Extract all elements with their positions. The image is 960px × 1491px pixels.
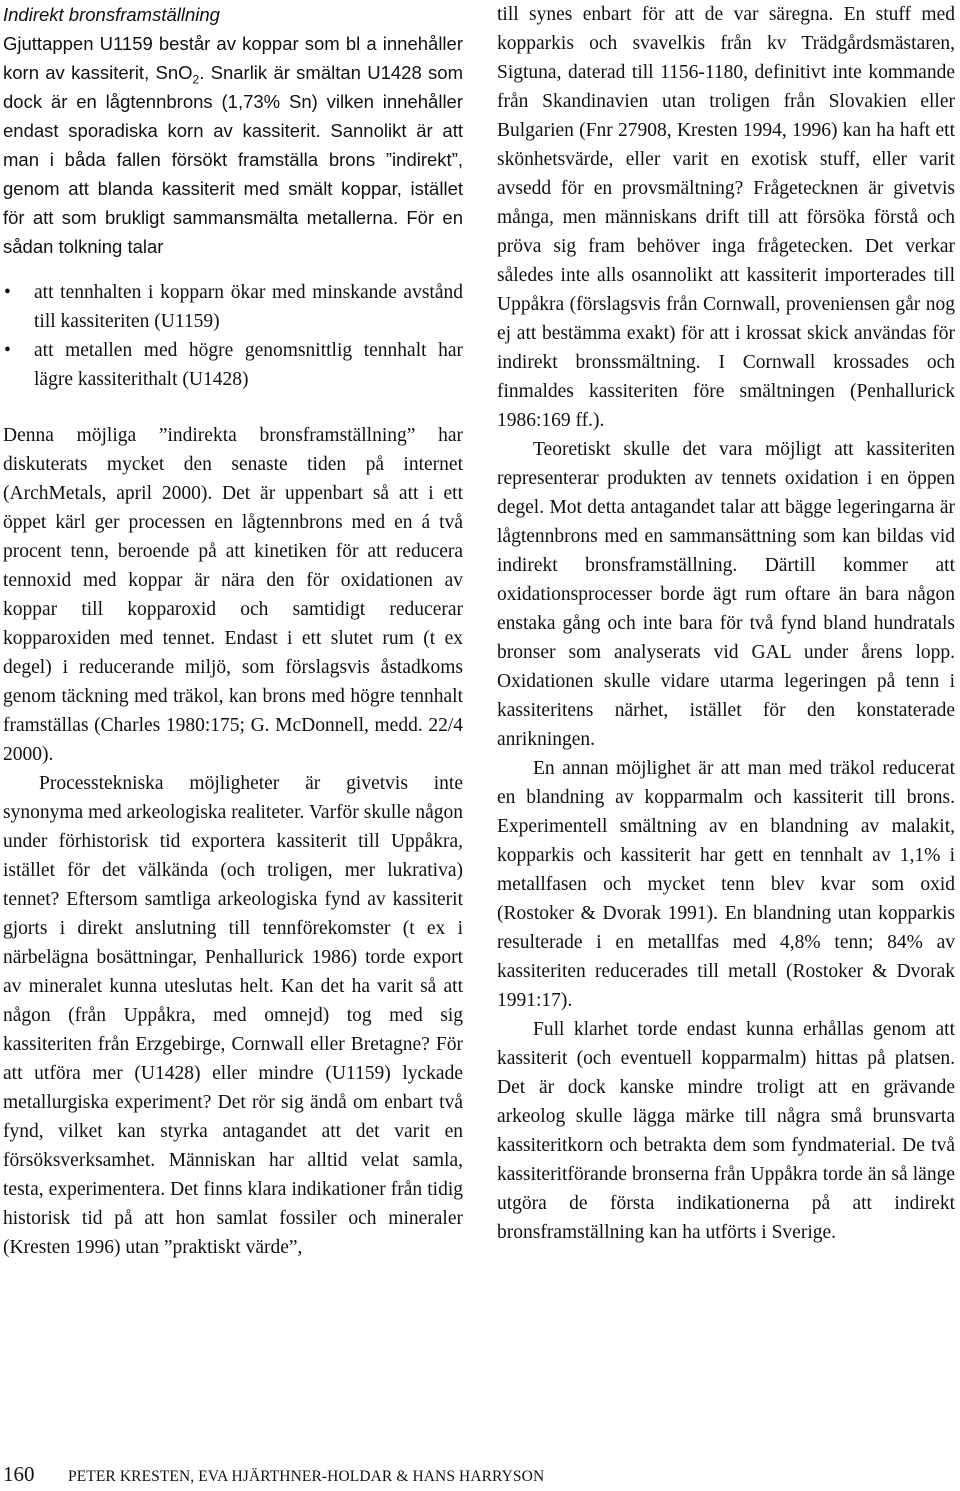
page-footer bbox=[3, 1462, 953, 1487]
paragraph-conclusion: Full klarhet torde endast kunna erhållas genom att kassiterit (och eventuell kopparmalm) hittas på platsen. Det är dock kanske mindre troligt att en grävande arkeolog skulle lägga märke till några små brunsvarta kassiteritkorn och betrakta dem som fyndmaterial. De två kassiteritförande bronserna från Uppåkra torde än så länge utgöra de första indikationerna på att indirekt bronsframställning kan ha utförts i Sverige. bbox=[497, 1019, 955, 1243]
bullet-item bbox=[3, 278, 463, 336]
paragraph-continuation: till synes enbart för att de var säregna. En stuff med kopparkis och svavelkis från kv Trädgårdsmästaren, Sigtuna, daterad till 1156-1180, definitivt inte kommande från Skandinavien utan troligen från Slovakien eller Bulgarien (Fnr 27908, Kresten 1994, 1996) kan ha haft ett skönhetsvärde, eller varit en exotisk stuff, eller varit avsedd för en provsmältning? Frågetecknen är givetvis många, men människans drift till att försöka förstå och pröva sig fram behöver inga frågetecken. Det verkar således inte alls osannolikt att kassiterit importerades till Uppåkra (förslagsvis från Cornwall, proveniensen går nog ej att bestämma exakt) för att i krossat skick användas för indirekt bronssmältning. I Cornwall krossades och finmaldes kassiteriten före smältningen (Penhallurick 1986:169 ff.). bbox=[497, 4, 955, 431]
bullet-icon: • bbox=[4, 340, 11, 361]
paragraph-process-possibilities: Processtekniska möjligheter är givetvis inte synonyma med arkeologiska realiteter. Varför skulle någon under förhistorisk tid exportera kassiterit till Uppåkra, istället för det välkända (och troligen, mer lukrativa) tennet? Eftersom samtliga arkeologiska fynd av kassiterit gjorts i direkt anslutning till tennförekomster (t ex i närbelägna bosättningar, Penhallurick 1986) torde export av mineralet kunna uteslutas helt. Kan det ha varit så att någon (från Uppåkra, med omnejd) tog med sig kassiteriten från Erzgebirge, Cornwall eller Bretagne? För att utföra mer (U1428) eller mindre (U1159) lyckade metallurgiska experiment? Det rör sig ändå om enbart två fynd, vilket kan styrka antagandet att det varit en försöksverksamhet. Människan har alltid velat samla, testa, experimentera. Det finns klara indikationer från tidig historisk tid på att hon samlat fossiler och mineraler (Kresten 1996) utan ”praktiskt värde”, bbox=[3, 773, 463, 1258]
section-heading: Indirekt bronsframställning bbox=[3, 4, 220, 25]
paragraph-text: Gjuttappen U1159 består av koppar som bl a innehåller korn av kassiterit, SnO bbox=[3, 33, 463, 83]
paragraph-indirect-bronze bbox=[3, 29, 463, 261]
paragraph-text: . Snarlik är smältan U1428 som dock är en lågtennbrons (1,73% Sn) vilken innehåller endast sporadiska korn av kassiterit. Sannolikt är att man i båda fallen försökt framställa brons ”indirekt”, genom att blanda kassiterit med smält koppar, istället för att som brukligt sammansmälta metallerna. För en sådan tolkning talar bbox=[3, 62, 463, 257]
paragraph-archmetals: Denna möjliga ”indirekta bronsframställning” har diskuterats mycket den senaste tiden på internet (ArchMetals, april 2000). Det är uppenbart så att i ett öppet kärl ger processen en lågtennbrons med en á två procent tenn, beroende på att kinetiken för att reducera tennoxid med koppar är nära den för oxidationen av koppar till kopparoxid och samtidigt reducerar kopparoxiden med tennet. Endast i ett slutet rum (t ex degel) i reducerande miljö, som förslagsvis åstadkoms genom täckning med träkol, kan brons med högre tennhalt framställas (Charles 1980:175; G. McDonnell, medd. 22/4 2000). bbox=[3, 425, 463, 765]
left-column bbox=[3, 0, 463, 1262]
paragraph-theoretical: Teoretiskt skulle det vara möjligt att kassiteriten representerar produkten av tennets oxidation i en öppen degel. Mot detta antagandet talar att bägge legeringarna är lågtennbrons med en sammansättning som kan bildas vid indirekt bronsframställning. Därtill kommer att oxidationsprocesser borde ägt rum oftare än bara någon enstaka gång och inte bara för två fynd bland hundratals bronser som analyserats vid GAL under årens lopp. Oxidationen skulle vidare utarma legeringen på tenn i kassiteritens närhet, istället för den konstaterade anrikningen. bbox=[497, 439, 955, 750]
bullet-text: att metallen med högre genomsnittlig tennhalt har lägre kassiterithalt (U1428) bbox=[34, 340, 463, 390]
bullet-icon: • bbox=[4, 282, 11, 303]
bullet-list bbox=[3, 278, 463, 394]
page-number: 160 bbox=[3, 1462, 35, 1486]
subscript-two: 2 bbox=[192, 72, 200, 87]
bullet-text: att tennhalten i kopparn ökar med minskande avstånd till kassiteriten (U1159) bbox=[34, 282, 463, 332]
right-column bbox=[497, 0, 955, 1247]
paragraph-another-possibility: En annan möjlighet är att man med träkol reducerat en blandning av kopparmalm och kassiterit till brons. Experimentell smältning av en blandning av malakit, kopparkis och kassiterit har gett en tennhalt av 1,1% i metallfasen och mycket tenn blev kvar som oxid (Rostoker & Dvorak 1991). En blandning utan kopparkis resulterade i en metallfas med 4,8% tenn; 84% av kassiteriten reducerades till metall (Rostoker & Dvorak 1991:17). bbox=[497, 758, 955, 1011]
running-head-authors: PETER KRESTEN, EVA HJÄRTHNER-HOLDAR & HANS HARRYSON bbox=[68, 1468, 545, 1485]
bullet-item bbox=[3, 336, 463, 394]
